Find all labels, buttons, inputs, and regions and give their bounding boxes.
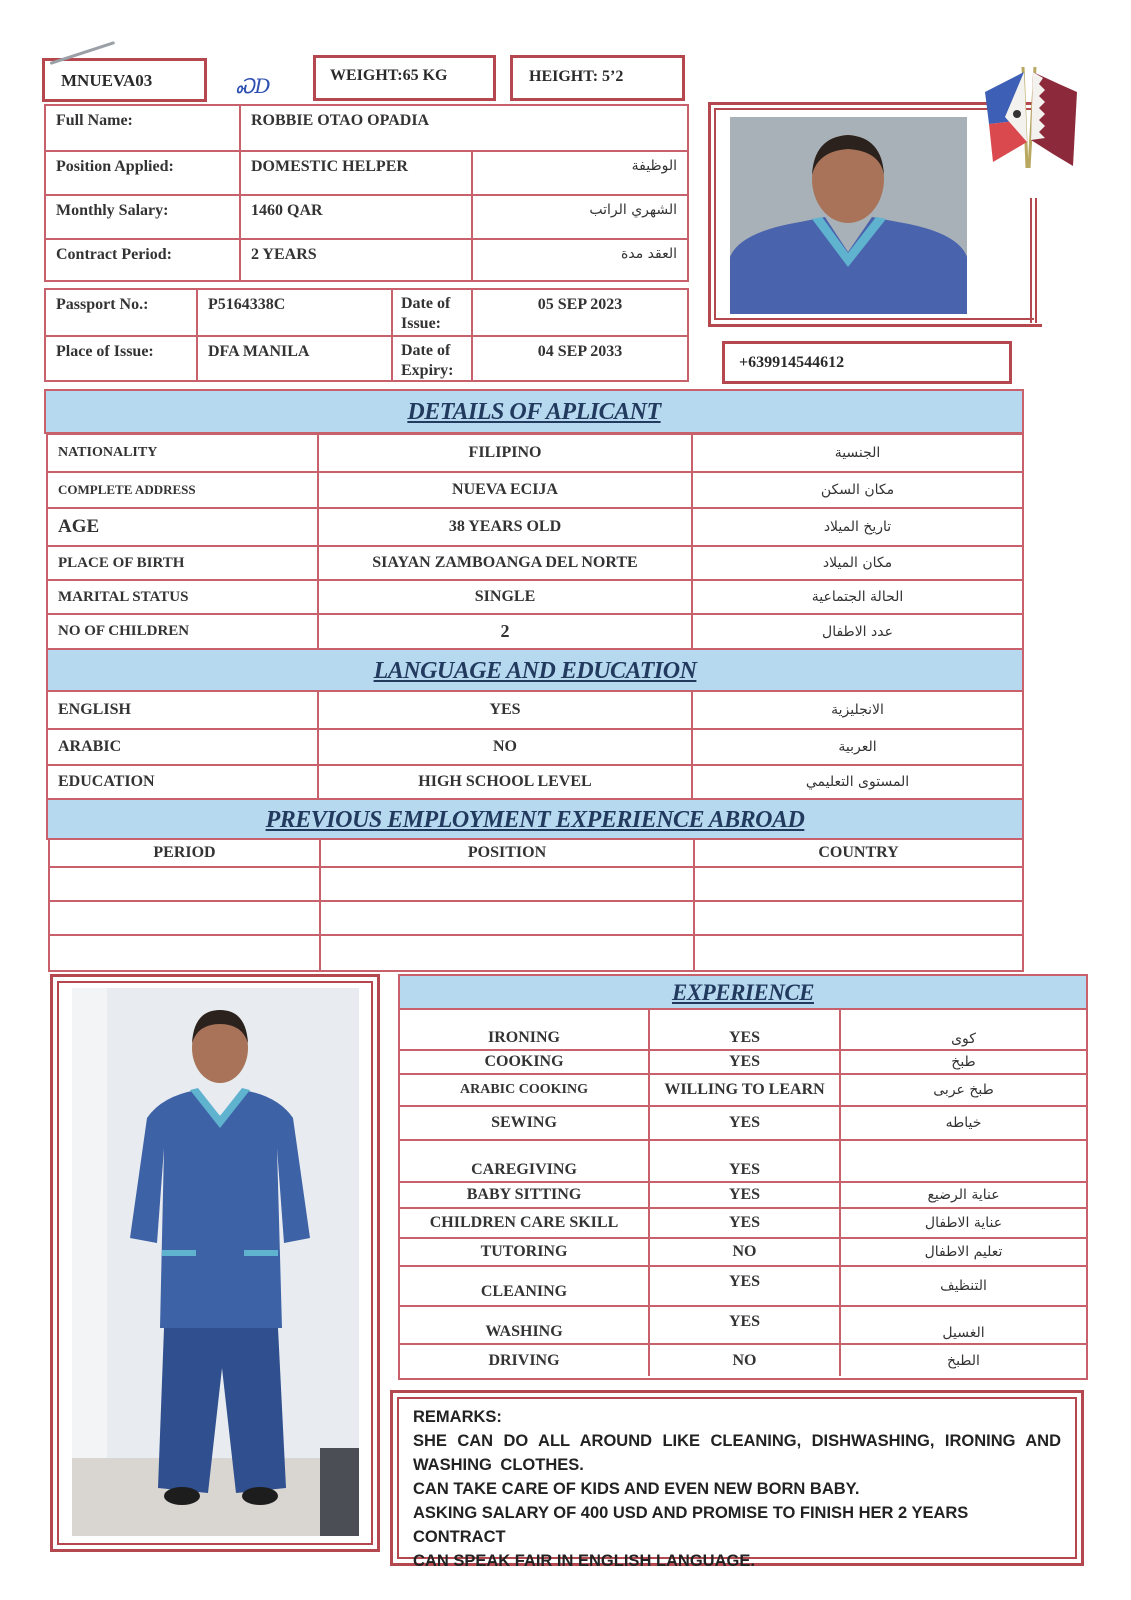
- arabic-label: تعليم الاطفال: [839, 1239, 1086, 1265]
- portrait-frame-right-line: [1030, 198, 1037, 323]
- skill-value: YES: [648, 1307, 839, 1343]
- detail-label: PLACE OF BIRTH: [58, 554, 185, 571]
- address-value: NUEVA ECIJA: [317, 473, 691, 507]
- employment-row: [50, 934, 1022, 970]
- remarks-title: REMARKS:: [413, 1408, 502, 1426]
- arabic-label: مكان الميلاد: [691, 547, 1022, 579]
- remarks-line: SHE CAN DO ALL AROUND LIKE CLEANING, DISHWASHING, IRONING AND WASHING CLOTHES.: [413, 1432, 1061, 1474]
- english-value: YES: [317, 692, 691, 728]
- language-row: [48, 692, 1022, 728]
- arabic-label: طبخ: [839, 1051, 1086, 1073]
- employment-header-row: [50, 840, 1022, 866]
- expiry-date-label: Date of Expiry:: [391, 337, 471, 380]
- skill-label: DRIVING: [488, 1351, 560, 1369]
- experience-row: [400, 1105, 1086, 1139]
- skill-value: YES: [648, 1010, 839, 1049]
- monthly-salary: 1460 QAR: [239, 196, 471, 238]
- arabic-label: العقد مدة: [471, 240, 687, 280]
- experience-row: [400, 1265, 1086, 1305]
- detail-label: NATIONALITY: [58, 445, 158, 460]
- position-cell: [319, 868, 693, 900]
- experience-section-title: EXPERIENCE: [398, 974, 1088, 1010]
- marital-status-value: SINGLE: [317, 581, 691, 613]
- phone-box: [722, 341, 1012, 384]
- philippines-qatar-flags-icon: [975, 62, 1085, 172]
- issue-date: 05 SEP 2023: [471, 290, 687, 335]
- issue-date-label: Date of Issue:: [391, 290, 471, 335]
- details-row: [48, 545, 1022, 579]
- weight-value: WEIGHT:65 KG: [330, 67, 448, 84]
- experience-row: [400, 1181, 1086, 1207]
- arabic-label: الجنسية: [691, 435, 1022, 471]
- arabic-label: طبخ عربى: [839, 1075, 1086, 1105]
- position-applied: DOMESTIC HELPER: [239, 152, 471, 194]
- language-table: [46, 690, 1024, 800]
- skill-label: CAREGIVING: [471, 1161, 577, 1178]
- arabic-label: الانجليزية: [691, 692, 1022, 728]
- skill-label: TUTORING: [480, 1243, 568, 1260]
- place-of-issue-label: Place of Issue:: [56, 343, 154, 360]
- skill-value: YES: [648, 1209, 839, 1237]
- experience-row: [400, 1139, 1086, 1181]
- arabic-label: العربية: [691, 730, 1022, 764]
- passport-table: [44, 288, 689, 382]
- country-cell: [693, 936, 1022, 970]
- skill-label: SEWING: [491, 1114, 557, 1131]
- column-header-country: COUNTRY: [693, 840, 1022, 866]
- experience-row: [400, 1010, 1086, 1049]
- nationality-value: FILIPINO: [317, 435, 691, 471]
- skill-label: IRONING: [487, 1029, 560, 1046]
- detail-label: AGE: [58, 516, 100, 537]
- age-value: 38 YEARS OLD: [317, 509, 691, 545]
- arabic-label: كوى: [839, 1010, 1086, 1049]
- arabic-label: عناية الاطفال: [839, 1209, 1086, 1237]
- period-cell: [50, 936, 319, 970]
- column-header-position: POSITION: [319, 840, 693, 866]
- portrait-photo: [730, 117, 967, 314]
- details-row: [48, 435, 1022, 471]
- skill-value: YES: [648, 1141, 839, 1181]
- skill-value: WILLING TO LEARN: [648, 1075, 839, 1105]
- weight-box: [313, 55, 496, 101]
- country-cell: [693, 868, 1022, 900]
- position-cell: [319, 936, 693, 970]
- experience-row: [400, 1343, 1086, 1376]
- arabic-label: التنظيف: [839, 1267, 1086, 1305]
- detail-label: NO OF CHILDREN: [58, 623, 190, 639]
- height-value: HEIGHT: 5’2: [529, 68, 624, 85]
- skill-label: COOKING: [484, 1053, 564, 1070]
- position-cell: [319, 902, 693, 934]
- education-value: HIGH SCHOOL LEVEL: [317, 766, 691, 798]
- skill-label: WASHING: [485, 1323, 563, 1340]
- arabic-label: الطبخ: [839, 1345, 1086, 1376]
- children-count-value: 2: [317, 615, 691, 648]
- employment-table: [48, 838, 1024, 972]
- details-row: [48, 507, 1022, 545]
- column-header-period: PERIOD: [153, 844, 216, 861]
- personal-info-table: [44, 104, 689, 282]
- place-of-birth-value: SIAYAN ZAMBOANGA DEL NORTE: [317, 547, 691, 579]
- skill-value: NO: [648, 1345, 839, 1376]
- arabic-value: NO: [317, 730, 691, 764]
- country-cell: [693, 902, 1022, 934]
- language-section-title: LANGUAGE AND EDUCATION: [46, 648, 1024, 692]
- skill-value: YES: [648, 1107, 839, 1139]
- skill-label: CHILDREN CARE SKILL: [429, 1214, 619, 1231]
- arabic-label: [839, 1141, 1086, 1181]
- details-section-title: DETAILS OF APLICANT: [44, 389, 1024, 434]
- language-label: EDUCATION: [58, 773, 155, 790]
- skill-label: ARABIC COOKING: [460, 1082, 588, 1097]
- employment-row: [50, 900, 1022, 934]
- arabic-label: الوظيفة: [471, 152, 687, 194]
- contract-period: 2 YEARS: [239, 240, 471, 280]
- passport-row-number: [46, 290, 687, 335]
- language-row: [48, 728, 1022, 764]
- language-label: ENGLISH: [58, 701, 131, 718]
- place-of-issue: DFA MANILA: [196, 337, 391, 380]
- arabic-label: خياطه: [839, 1107, 1086, 1139]
- reference-code-box: [42, 58, 207, 102]
- employment-section-title: PREVIOUS EMPLOYMENT EXPERIENCE ABROAD: [46, 798, 1024, 840]
- detail-label: COMPLETE ADDRESS: [58, 482, 196, 497]
- height-box: [510, 55, 685, 101]
- skill-label: CLEANING: [480, 1283, 568, 1300]
- skill-label: BABY SITTING: [466, 1186, 582, 1203]
- passport-row-place: [46, 335, 687, 380]
- phone-number: +639914544612: [739, 354, 845, 371]
- details-row: [48, 471, 1022, 507]
- period-cell: [50, 868, 319, 900]
- skill-value: YES: [648, 1267, 839, 1305]
- experience-table: [398, 1008, 1088, 1380]
- remarks-line: ASKING SALARY OF 400 USD AND PROMISE TO FINISH HER 2 YEARS CONTRACT: [413, 1504, 969, 1546]
- arabic-label: عدد الاطفال: [691, 615, 1022, 648]
- experience-row: [400, 1073, 1086, 1105]
- passport-number: P5164338C: [196, 290, 391, 335]
- skill-value: YES: [648, 1183, 839, 1207]
- arabic-label: مكان السكن: [691, 473, 1022, 507]
- field-label: Full Name:: [56, 112, 133, 129]
- field-label: Contract Period:: [56, 246, 172, 263]
- personal-row-position: [46, 150, 687, 194]
- field-label: Monthly Salary:: [56, 202, 169, 219]
- skill-value: NO: [648, 1239, 839, 1265]
- details-row: [48, 579, 1022, 613]
- arabic-label: الشهري الراتب: [471, 196, 687, 238]
- details-row: [48, 613, 1022, 648]
- remarks-line: CAN SPEAK FAIR IN ENGLISH LANGUAGE.: [413, 1552, 755, 1570]
- field-label: Position Applied:: [56, 158, 174, 175]
- language-row: [48, 764, 1022, 798]
- detail-label: MARITAL STATUS: [58, 588, 189, 605]
- arabic-label: عناية الرضيع: [839, 1183, 1086, 1207]
- period-cell: [50, 902, 319, 934]
- personal-row-fullname: [46, 106, 687, 150]
- language-label: ARABIC: [58, 738, 122, 755]
- full-name: ROBBIE OTAO OPADIA: [239, 106, 687, 150]
- arabic-label: المستوى التعليمي: [691, 766, 1022, 798]
- experience-row: [400, 1305, 1086, 1343]
- reference-code: MNUEVA03: [61, 71, 153, 90]
- handwritten-initials: ᏍD: [236, 74, 271, 98]
- experience-row: [400, 1207, 1086, 1237]
- skill-value: YES: [648, 1051, 839, 1073]
- details-table: [46, 433, 1024, 650]
- arabic-label: الحالة الجتماعية: [691, 581, 1022, 613]
- employment-row: [50, 866, 1022, 900]
- arabic-label: الغسيل: [839, 1307, 1086, 1343]
- experience-row: [400, 1049, 1086, 1073]
- expiry-date: 04 SEP 2033: [471, 337, 687, 380]
- passport-number-label: Passport No.:: [56, 296, 149, 313]
- arabic-label: تاريخ الميلاد: [691, 509, 1022, 545]
- personal-row-salary: [46, 194, 687, 238]
- remarks-line: CAN TAKE CARE OF KIDS AND EVEN NEW BORN BABY.: [413, 1480, 860, 1498]
- full-body-photo: [72, 988, 359, 1536]
- remarks-box: [397, 1397, 1077, 1570]
- experience-row: [400, 1237, 1086, 1265]
- personal-row-contract: [46, 238, 687, 280]
